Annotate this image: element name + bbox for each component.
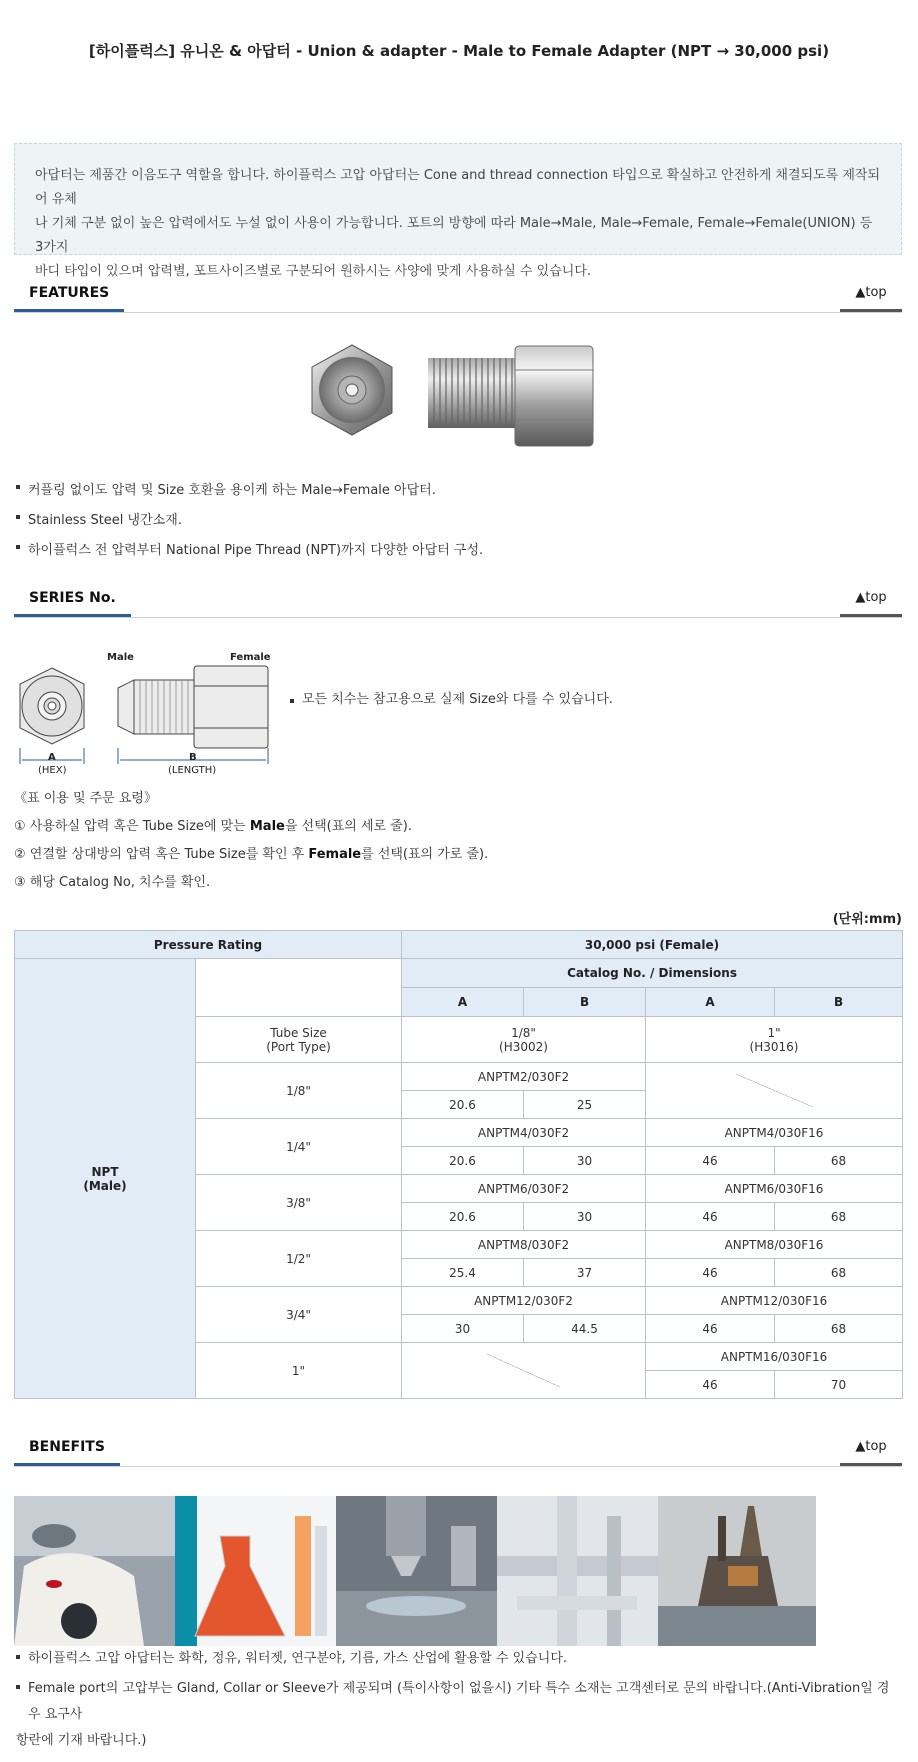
- dim-a-cell: 20.6: [402, 1203, 524, 1231]
- top-link[interactable]: ▲top: [840, 1432, 902, 1466]
- dim-b-cell: 70: [775, 1371, 903, 1399]
- col-a-header: A: [646, 988, 775, 1017]
- series-header: [14, 583, 902, 618]
- catalog-cell: ANPTM8/030F2: [402, 1231, 646, 1259]
- male-size-cell: 1": [196, 1343, 402, 1399]
- catalog-header: Catalog No. / Dimensions: [402, 959, 903, 988]
- dim-a-cell: 46: [646, 1371, 775, 1399]
- refinery-pipe-photo: [497, 1496, 658, 1646]
- dim-b-cell: 68: [775, 1259, 903, 1287]
- dim-a-cell: 46: [646, 1315, 775, 1343]
- dim-b-cell: 68: [775, 1315, 903, 1343]
- features-header: [14, 278, 902, 313]
- benefits-title: BENEFITS: [14, 1432, 120, 1466]
- male-size-cell: 3/4": [196, 1287, 402, 1343]
- benefits-list: [16, 1646, 902, 1754]
- tube-size-header: Tube Size (Port Type): [196, 1017, 402, 1063]
- dim-a-cell: 46: [646, 1203, 775, 1231]
- catalog-cell: ANPTM8/030F16: [646, 1231, 903, 1259]
- page-title: [하이플럭스] 유니온 & 아답터 - Union & adapter - Male to Female Adapter (NPT → 30,000 psi): [88, 42, 830, 60]
- diagram-b-label: B: [189, 752, 197, 763]
- female-size-2: 1" (H3016): [646, 1017, 903, 1063]
- features-title: FEATURES: [14, 278, 124, 312]
- list-item: 하이플럭스 전 압력부터 National Pipe Thread (NPT)까지 다양한 아답터 구성.: [16, 536, 483, 566]
- dim-b-cell: 44.5: [524, 1315, 646, 1343]
- dim-b-cell: 68: [775, 1147, 903, 1175]
- male-size-cell: 1/8": [196, 1063, 402, 1119]
- guide-heading: 《표 이용 및 주문 요령》: [14, 791, 157, 806]
- dim-b-cell: 68: [775, 1203, 903, 1231]
- dim-a-cell: 20.6: [402, 1147, 524, 1175]
- not-available-cell: [402, 1343, 646, 1399]
- dim-a-cell: 46: [646, 1147, 775, 1175]
- diagram-male-label: Male: [107, 652, 134, 663]
- npt-male-cell: NPT (Male): [15, 959, 196, 1399]
- pressure-rating-header: Pressure Rating: [15, 931, 402, 959]
- col-b-header: B: [775, 988, 903, 1017]
- series-note: 모든 치수는 참고용으로 실제 Size와 다를 수 있습니다.: [290, 690, 613, 710]
- top-link[interactable]: ▲top: [840, 278, 902, 312]
- diagram-hex-label: (HEX): [38, 765, 67, 776]
- diagram-a-label: A: [48, 752, 56, 763]
- catalog-cell: ANPTM12/030F16: [646, 1287, 903, 1315]
- chemistry-photo: [175, 1496, 336, 1646]
- catalog-cell: ANPTM6/030F16: [646, 1175, 903, 1203]
- not-available-cell: [646, 1063, 903, 1119]
- list-item: Stainless Steel 냉간소재.: [16, 506, 483, 536]
- waterjet-photo: [336, 1496, 497, 1646]
- lab-photo: [14, 1496, 175, 1646]
- catalog-cell: ANPTM2/030F2: [402, 1063, 646, 1091]
- catalog-cell: ANPTM4/030F16: [646, 1119, 903, 1147]
- industry-photo-strip: [14, 1496, 816, 1646]
- col-b-header: B: [524, 988, 646, 1017]
- male-size-cell: 1/2": [196, 1231, 402, 1287]
- dimension-diagram: [14, 648, 276, 778]
- dim-b-cell: 37: [524, 1259, 646, 1287]
- male-size-cell: 3/8": [196, 1175, 402, 1231]
- intro-line: 나 기체 구분 없이 높은 압력에서도 누설 없이 사용이 가능합니다. 포트의 방향에 따라 Male→Male, Male→Female, Female→Female(UNION) 등 3가지: [35, 216, 873, 255]
- dim-b-cell: 30: [524, 1203, 646, 1231]
- list-item: 커플링 없이도 압력 및 Size 호환을 용이케 하는 Male→Female 아답터.: [16, 476, 483, 506]
- spec-table: [14, 930, 903, 1399]
- guide-step-3: ③ 해당 Catalog No, 치수를 확인.: [14, 875, 211, 890]
- order-guide: [14, 785, 488, 897]
- col-a-header: A: [402, 988, 524, 1017]
- catalog-cell: ANPTM12/030F2: [402, 1287, 646, 1315]
- benefits-header: [14, 1432, 902, 1467]
- catalog-cell: ANPTM4/030F2: [402, 1119, 646, 1147]
- diagram-length-label: (LENGTH): [168, 765, 217, 776]
- dim-a-cell: 30: [402, 1315, 524, 1343]
- list-item: Female port의 고압부는 Gland, Collar or Sleeve가 제공되며 (특이사항이 없을시) 기타 특수 소재는 고객센터로 문의 바랍니다.(Anti-Vibration일 경우 요구사 항란에 기재 바랍니다.): [16, 1676, 902, 1754]
- female-pressure-header: 30,000 psi (Female): [402, 931, 903, 959]
- dim-b-cell: 25: [524, 1091, 646, 1119]
- diagram-female-label: Female: [230, 652, 271, 663]
- catalog-cell: ANPTM16/030F16: [646, 1343, 903, 1371]
- unit-label: (단위:mm): [832, 912, 902, 927]
- list-item: 하이플럭스 고압 아답터는 화학, 정유, 워터젯, 연구분야, 기름, 가스 산업에 활용할 수 있습니다.: [16, 1646, 902, 1672]
- product-image: [310, 340, 600, 450]
- features-list: [16, 476, 483, 566]
- dim-a-cell: 46: [646, 1259, 775, 1287]
- dim-b-cell: 30: [524, 1147, 646, 1175]
- top-link[interactable]: ▲top: [840, 583, 902, 617]
- blank-cell: [196, 959, 402, 1017]
- series-title: SERIES No.: [14, 583, 131, 617]
- dim-a-cell: 20.6: [402, 1091, 524, 1119]
- intro-line: 아답터는 제품간 이음도구 역할을 합니다. 하이플럭스 고압 아답터는 Cone and thread connection 타입으로 확실하고 안전하게 채결되도록 제작되어 유체: [35, 168, 880, 207]
- female-size-1: 1/8" (H3002): [402, 1017, 646, 1063]
- intro-line: 바디 타입이 있으며 압력별, 포트사이즈별로 구분되어 원하시는 사양에 맞게 사용하실 수 있습니다.: [35, 264, 592, 279]
- male-size-cell: 1/4": [196, 1119, 402, 1175]
- offshore-rig-photo: [658, 1496, 816, 1646]
- series-note-list: [290, 690, 613, 710]
- guide-step-1: ① 사용하실 압력 혹은 Tube Size에 맞는 Male을 선택(표의 세로 줄).: [14, 819, 412, 834]
- intro-box: [14, 143, 902, 279]
- dim-a-cell: 25.4: [402, 1259, 524, 1287]
- guide-step-2: ② 연결할 상대방의 압력 혹은 Tube Size를 확인 후 Female를 선택(표의 가로 줄).: [14, 847, 489, 862]
- catalog-cell: ANPTM6/030F2: [402, 1175, 646, 1203]
